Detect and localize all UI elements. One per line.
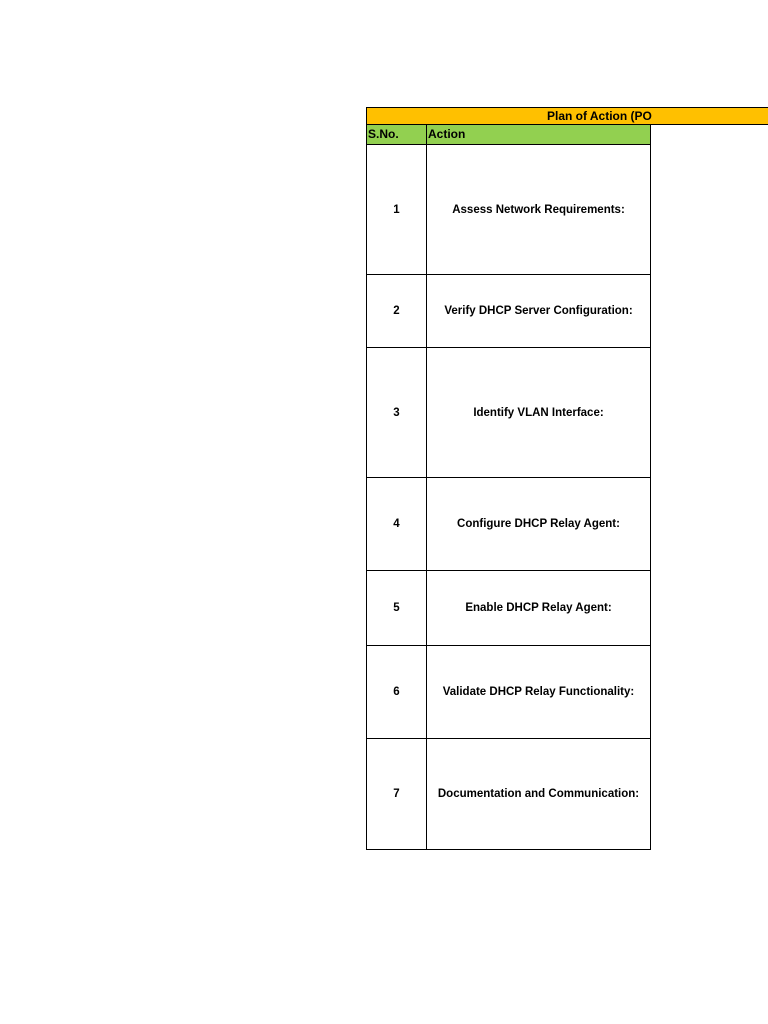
sheet-title: Plan of Action (PO — [547, 109, 652, 123]
table-row — [367, 275, 651, 348]
table-row — [367, 348, 651, 478]
column-header-action: Action — [427, 125, 651, 145]
action-cell: Validate DHCP Relay Functionality: — [427, 646, 651, 739]
plan-of-action-table — [366, 124, 651, 850]
sno-cell: 5 — [367, 571, 427, 646]
column-header-sno: S.No. — [367, 125, 427, 145]
sno-cell: 2 — [367, 275, 427, 348]
sno-cell: 1 — [367, 145, 427, 275]
table-row — [367, 478, 651, 571]
action-cell: Verify DHCP Server Configuration: — [427, 275, 651, 348]
action-cell: Assess Network Requirements: — [427, 145, 651, 275]
sno-cell: 4 — [367, 478, 427, 571]
title-bar — [366, 107, 768, 125]
table-row — [367, 571, 651, 646]
action-cell: Documentation and Communication: — [427, 739, 651, 850]
header-row — [367, 125, 651, 145]
action-cell: Enable DHCP Relay Agent: — [427, 571, 651, 646]
action-cell: Identify VLAN Interface: — [427, 348, 651, 478]
sno-cell: 3 — [367, 348, 427, 478]
table-row — [367, 739, 651, 850]
action-cell: Configure DHCP Relay Agent: — [427, 478, 651, 571]
sno-cell: 7 — [367, 739, 427, 850]
table-row — [367, 145, 651, 275]
table-row — [367, 646, 651, 739]
sno-cell: 6 — [367, 646, 427, 739]
